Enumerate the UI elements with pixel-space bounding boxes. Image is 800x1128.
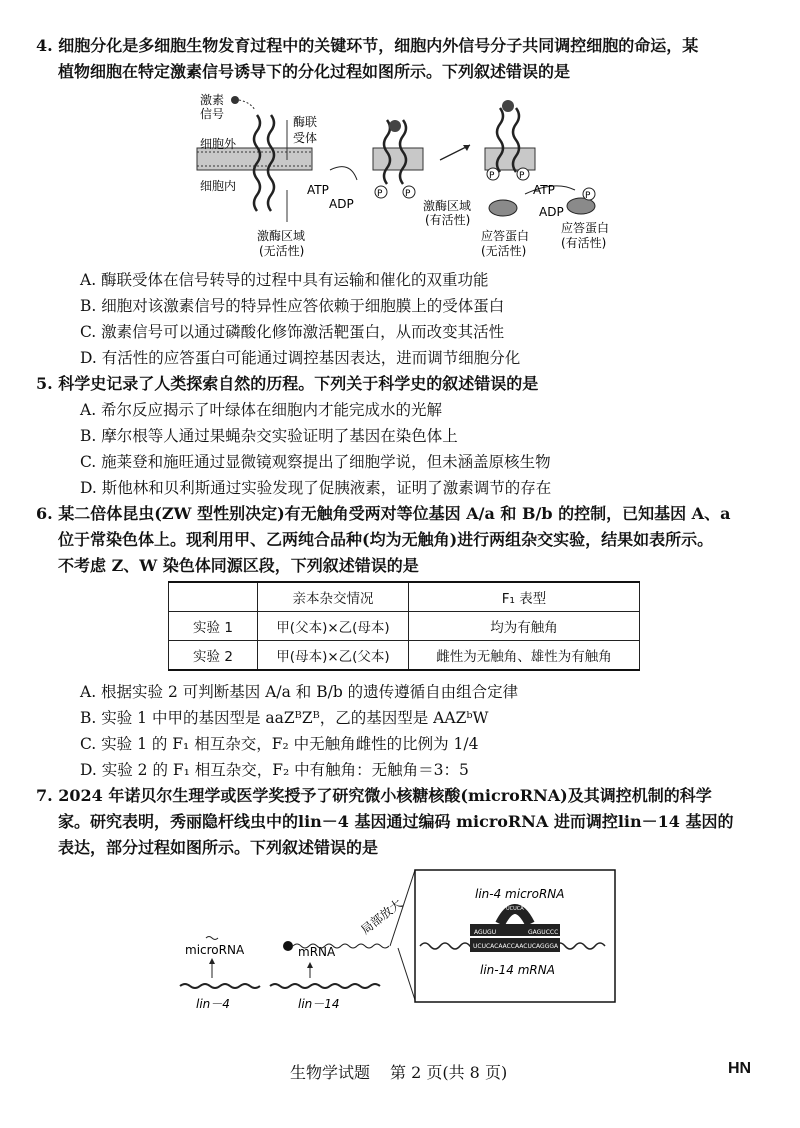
seq-bottom: UCUCACAACCAACUCAGGGA (473, 943, 559, 950)
hormone-bound-3 (502, 100, 514, 112)
zoom-line-bottom (398, 948, 415, 1000)
seq-loop: UCUCA (506, 906, 524, 912)
table-cell: 甲(父本)×乙(母本) (258, 612, 409, 641)
phosphate-p-1: P (377, 189, 383, 199)
q5-option-c: C. 施莱登和施旺通过显微镜观察提出了细胞学说，但未涵盖原核生物 (80, 453, 551, 471)
q5-option-d: D. 斯他林和贝利斯通过实验发现了促胰液素，证明了激素调节的存在 (80, 479, 552, 497)
table-row (169, 612, 640, 641)
q7-stem-line1: 7. 2024 年诺贝尔生理学或医学奖授予了研究微小核糖核酸(microRNA)及其调控机制的科学 (36, 786, 712, 805)
microrna-label: microRNA (185, 943, 245, 957)
lin4-label: lin－4 (196, 997, 230, 1011)
q5-option-a: A. 希尔反应揭示了叶绿体在细胞内才能完成水的光解 (80, 401, 443, 419)
q6-option-b: B. 实验 1 中甲的基因型是 aaZᴮZᴮ，乙的基因型是 AAZᵇW (80, 709, 489, 727)
hormone-dot (231, 96, 239, 104)
mrna-label: mRNA (298, 945, 336, 959)
kinase-active-label-1: 激酶区域 (423, 199, 472, 213)
q6-results-table (168, 581, 640, 671)
hormone-label-2: 信号 (200, 107, 225, 121)
table-cell: 甲(母本)×乙(父本) (258, 641, 409, 671)
box-top-label: lin-4 microRNA (475, 887, 565, 901)
response-protein-inactive (489, 200, 517, 216)
q4-stem-line2: 植物细胞在特定激素信号诱导下的分化过程如图所示。下列叙述错误的是 (58, 62, 571, 81)
q6-option-d: D. 实验 2 的 F₁ 相互杂交，F₂ 中有触角：无触角＝3：5 (80, 761, 469, 779)
atp-label-2: ATP (533, 183, 555, 197)
table-cell: 均为有触角 (409, 612, 640, 641)
seq-top-right: GAGUCCC (528, 929, 559, 936)
q7-microrna-diagram (170, 868, 620, 1040)
q7-stem-line3: 表达，部分过程如图所示。下列叙述错误的是 (58, 838, 379, 857)
q6-stem-line2: 位于常染色体上。现利用甲、乙两纯合品种(均为无触角)进行两组杂交实验，结果如表所示。 (58, 530, 714, 549)
box-bottom-label: lin-14 mRNA (480, 963, 555, 977)
arrow-head (307, 962, 313, 968)
phosphate-p-4: P (519, 171, 525, 181)
atp-label-1: ATP (307, 183, 329, 197)
adp-label-2: ADP (539, 205, 564, 219)
kinase-inactive-label-2: (无活性) (259, 244, 305, 258)
outside-label: 细胞外 (200, 137, 237, 151)
kinase-inactive-label-1: 激酶区域 (257, 229, 306, 243)
zoom-label: 局部放大 (358, 896, 405, 938)
footer-title: 生物学试题 (290, 1063, 371, 1082)
q4-option-c: C. 激素信号可以通过磷酸化修饰激活靶蛋白，从而改变其活性 (80, 323, 505, 341)
lin4-gene (180, 984, 260, 988)
table-header-cell: F₁ 表型 (409, 582, 640, 612)
inside-label: 细胞内 (200, 179, 237, 193)
table-header-row (169, 582, 640, 612)
footer-page-number: 第 2 页(共 8 页) (390, 1063, 508, 1082)
resp-active-label-1: 应答蛋白 (561, 221, 610, 235)
microrna-strand (206, 937, 218, 940)
q6-option-c: C. 实验 1 的 F₁ 相互杂交，F₂ 中无触角雌性的比例为 1/4 (80, 735, 479, 753)
kinase-active-label-2: (有活性) (425, 213, 471, 227)
table-header-cell (169, 582, 258, 612)
resp-inactive-label-2: (无活性) (481, 244, 527, 258)
membrane-middle (373, 148, 423, 170)
receptor-label-2: 受体 (293, 131, 318, 145)
ribosome-dot (283, 941, 293, 951)
q4-stem-line1: 4. 细胞分化是多细胞生物发育过程中的关键环节，细胞内外信号分子共同调控细胞的命运，某 (36, 36, 699, 55)
q4-option-b: B. 细胞对该激素信号的特异性应答依赖于细胞膜上的受体蛋白 (80, 297, 505, 315)
table-row (169, 641, 640, 671)
table-cell: 实验 1 (169, 612, 258, 641)
lin14-label: lin－14 (298, 997, 340, 1011)
phosphate-p-2: P (405, 189, 411, 199)
arrow-head (209, 958, 215, 964)
table-cell: 实验 2 (169, 641, 258, 671)
phosphate-p-5: P (585, 191, 591, 201)
q6-stem-line1: 6. 某二倍体昆虫(ZW 型性别决定)有无触角受两对等位基因 A/a 和 B/b 的控制，已知基因 A、a (36, 504, 731, 523)
q6-option-a: A. 根据实验 2 可判断基因 A/a 和 B/b 的遗传遵循自由组合定律 (80, 683, 519, 701)
adp-label-1: ADP (329, 197, 354, 211)
hormone-bound-2 (389, 120, 401, 132)
q5-option-b: B. 摩尔根等人通过果蝇杂交实验证明了基因在染色体上 (80, 427, 458, 445)
q4-option-d: D. 有活性的应答蛋白可能通过调控基因表达，进而调节细胞分化 (80, 349, 521, 367)
phosphate-p-3: P (489, 171, 495, 181)
q4-receptor-diagram (195, 90, 625, 265)
q5-stem: 5. 科学史记录了人类探索自然的历程。下列关于科学史的叙述错误的是 (36, 374, 539, 393)
q7-stem-line2: 家。研究表明，秀丽隐杆线虫中的lin－4 基因通过编码 microRNA 进而调控lin－14 基因的 (58, 812, 734, 831)
lin14-gene (270, 984, 380, 988)
seq-top-left: AGUGU (474, 929, 497, 936)
membrane-right (485, 148, 535, 170)
atp-arrow-1 (330, 167, 357, 180)
q6-stem-line3: 不考虑 Z、W 染色体同源区段，下列叙述错误的是 (58, 556, 419, 575)
footer-code: HN (728, 1060, 752, 1077)
response-protein-active (567, 198, 595, 214)
table-cell: 雌性为无触角、雄性为有触角 (409, 641, 640, 671)
resp-inactive-label-1: 应答蛋白 (481, 229, 530, 243)
hormone-label-1: 激素 (200, 93, 225, 107)
hormone-arrow (239, 100, 255, 110)
table-header-cell: 亲本杂交情况 (258, 582, 409, 612)
resp-active-label-2: (有活性) (561, 236, 607, 250)
receptor-label-1: 酶联 (293, 115, 318, 129)
q4-option-a: A. 酶联受体在信号转导的过程中具有运输和催化的双重功能 (80, 271, 489, 289)
